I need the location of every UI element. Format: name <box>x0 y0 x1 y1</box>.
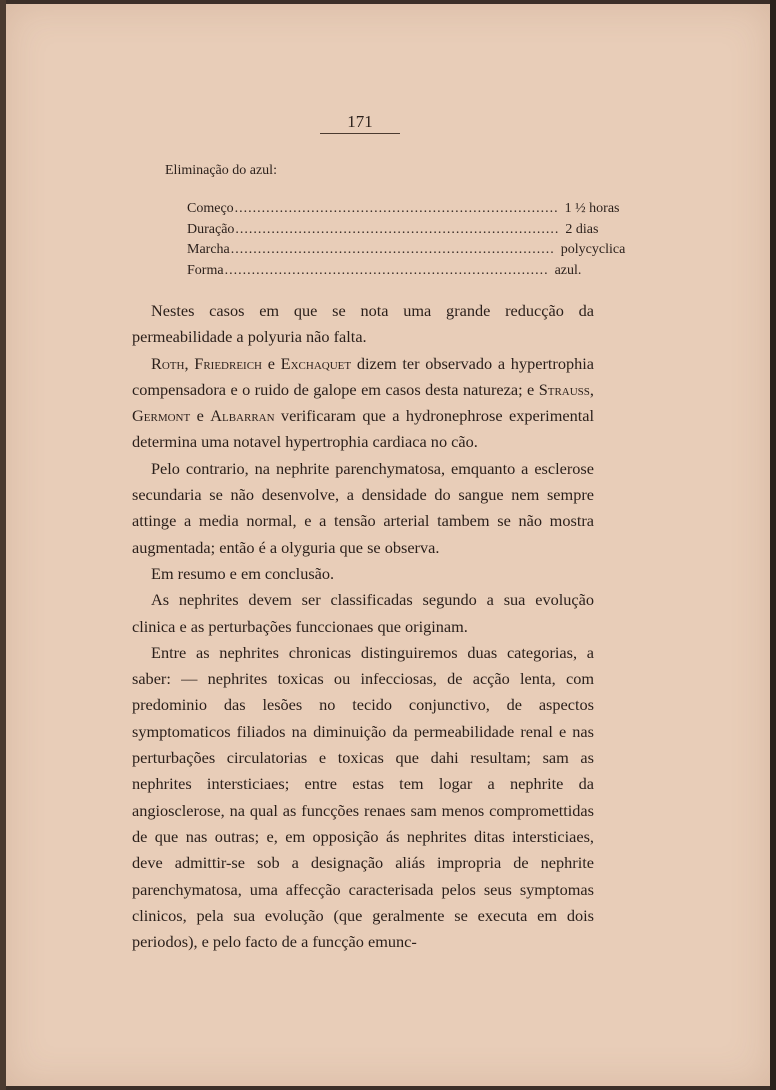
author-name: Strauss <box>538 379 590 399</box>
table-row <box>187 201 620 222</box>
separator: e <box>190 406 211 426</box>
author-name: Germont <box>132 406 191 426</box>
leader-dots: ........................................................................ <box>224 262 549 278</box>
table-row <box>187 242 626 263</box>
row-value: 2 dias <box>565 221 599 237</box>
separator: e <box>261 353 281 373</box>
separator: , <box>589 379 594 399</box>
page-number-rule <box>320 133 400 134</box>
author-name: Roth <box>151 353 185 373</box>
table-row <box>187 262 582 284</box>
separator: , <box>184 353 195 373</box>
paragraph-authors <box>132 351 594 456</box>
page-number: 171 <box>347 112 373 131</box>
row-label: Marcha <box>187 242 230 257</box>
author-name: Albarran <box>210 406 275 426</box>
paragraph: Em resumo e em conclusão. <box>151 563 335 583</box>
paragraph: Pelo contrario, na nephrite parenchymatosa, emquanto a esclerose secundaria se não desenvolve, a densidade do sangue nem sempre attinge a media normal, e a tensão arterial tambem se não mostra augmentada; então é a olyguria que se observa. <box>132 458 594 557</box>
author-name: Friedreich <box>194 353 262 373</box>
elimination-table <box>187 201 626 283</box>
row-label: Começo <box>187 201 234 216</box>
leader-dots: ........................................................................ <box>235 221 560 237</box>
row-value: 1 ½ horas <box>564 201 620 216</box>
table-row <box>187 221 599 243</box>
text-run: dizem ter observado a hypertrophia compensadora e o ruido de galope em casos desta natureza; e <box>132 353 594 399</box>
row-label: Duração <box>187 221 235 237</box>
scan-right-edge <box>770 0 776 1090</box>
text-run: verificaram que a hydronephrose experimental determina uma notavel hypertrophia cardiaca no cão. <box>132 406 594 452</box>
row-label: Forma <box>187 262 224 278</box>
paragraph: Nestes casos em que se nota uma grande reducção da permeabilidade a polyuria não falta. <box>132 301 594 347</box>
leader-dots: ........................................................................ <box>234 201 559 216</box>
row-value: azul. <box>554 262 582 278</box>
paragraph: As nephrites devem ser classificadas segundo a sua evolução clinica e as perturbações funccionaes que originam. <box>132 590 594 636</box>
author-name: Exchaquet <box>280 353 352 373</box>
paragraph: Entre as nephrites chronicas distinguiremos duas categorias, a saber: — nephrites toxicas ou infecciosas, de acção lenta, com predominio das lesões no tecido conjunctivo, de aspectos symptomaticos filiados na diminuição da permeabilidade renal e nas perturbações circulatorias e toxicas que dahi resultam; sam as nephrites intersticiaes; entre estas tem logar a nephrite da angiosclerose, na qual as funcções renaes sam menos compromettidas de que nas outras; e, em opposição ás nephrites ditas intersticiaes, deve admittir-se sob a designação aliás impropria de nephrite parenchymatosa, uma affecção caracterisada pelos seus symptomas clinicos, pela sua evolução (que geralmente se executa em dois periodos), e pelo facto de a funcção emunc- <box>132 642 594 952</box>
body-text <box>132 298 594 955</box>
section-heading: Eliminação do azul: <box>165 163 277 178</box>
leader-dots: ........................................................................ <box>230 242 555 257</box>
row-value: polycyclica <box>560 242 626 257</box>
